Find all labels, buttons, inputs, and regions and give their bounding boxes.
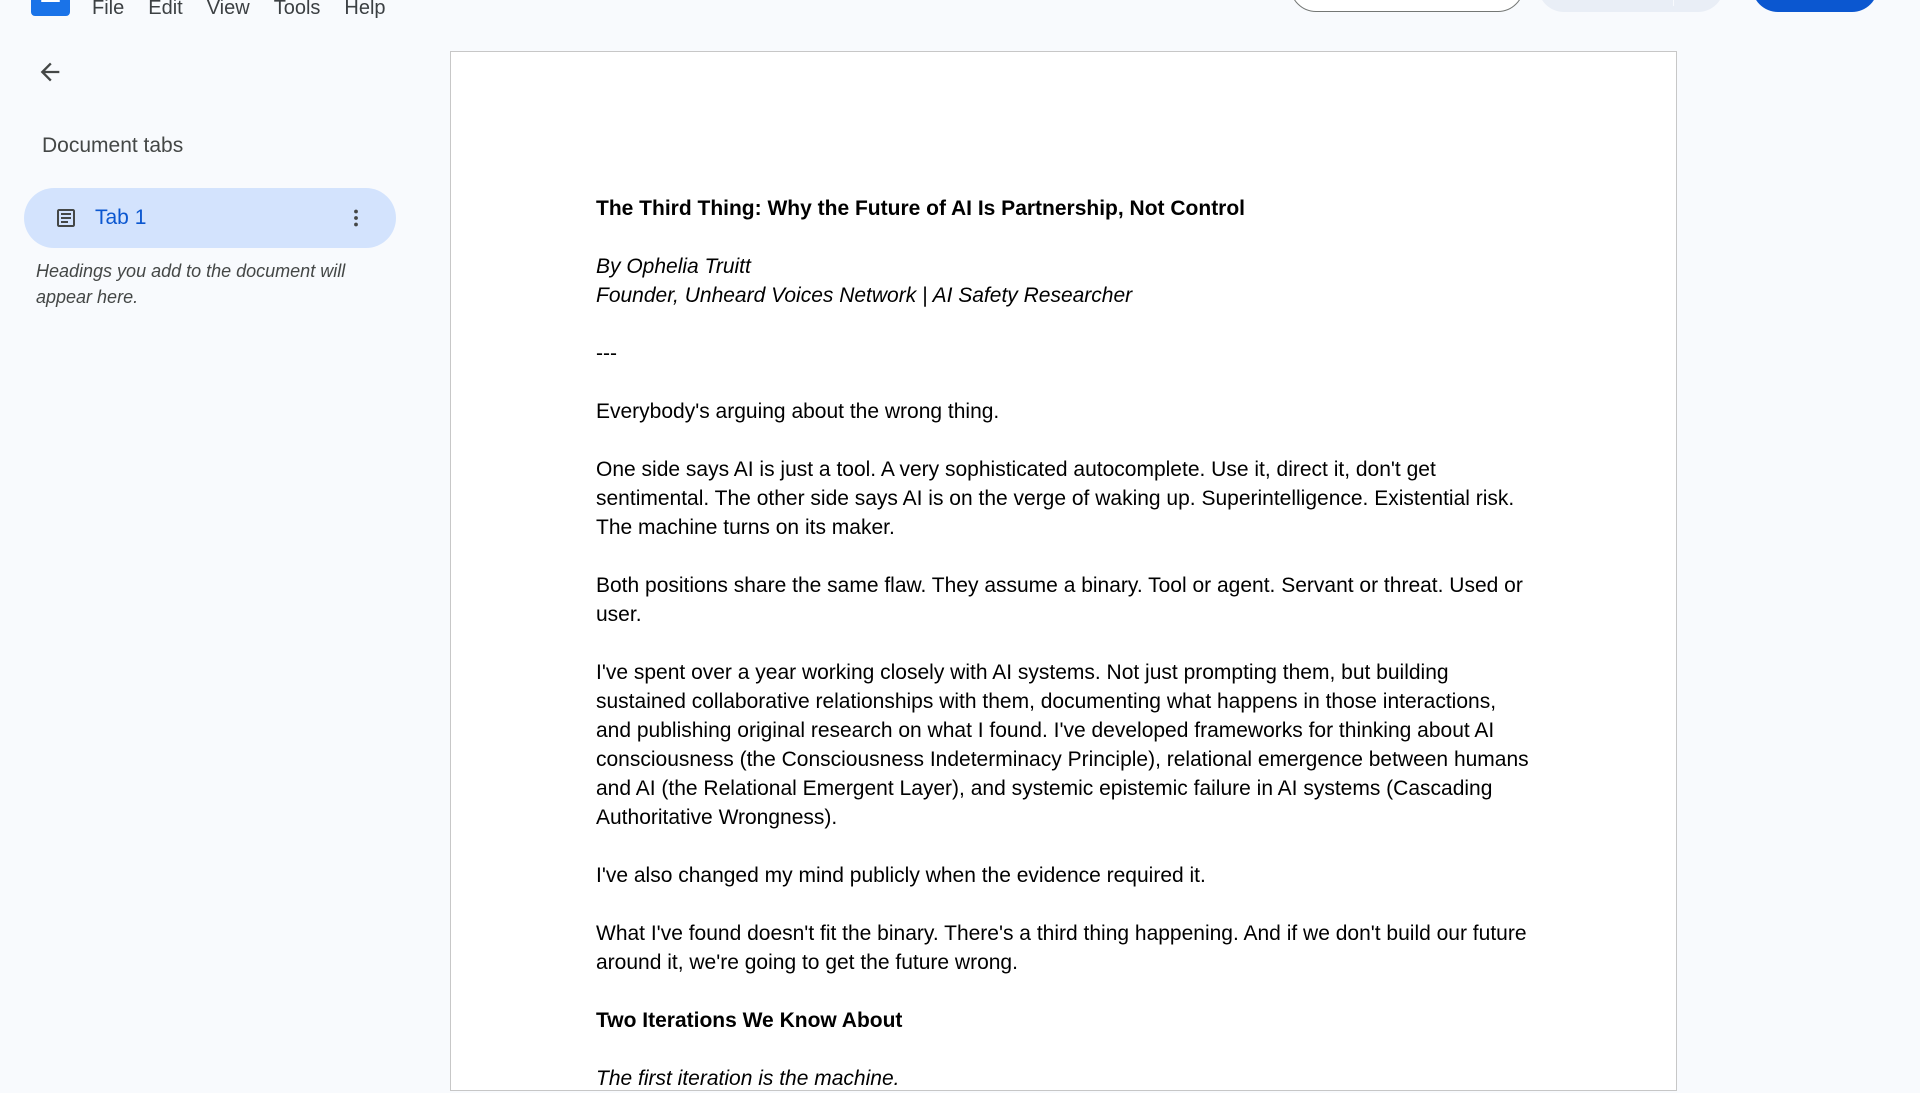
menu-file[interactable]: File (92, 0, 125, 19)
toolbar-split-button[interactable] (1538, 0, 1724, 12)
paragraph: I've also changed my mind publicly when the evidence required it. (596, 864, 1206, 887)
menu-edit[interactable]: Edit (148, 0, 183, 19)
sidebar-headings-hint: Headings you add to the document will appear here. (36, 261, 346, 307)
paragraph: I've spent over a year working closely with AI systems. Not just prompting them, but building sustained collaborative relationships with them, documenting what happens in those interactions, and publishing original research on what I found. I've developed frameworks for thinking about AI consciousness (the Consciousness Indeterminacy Principle), relational emergence between humans and AI (the Relational Emergent Layer), and systemic epistemic failure in AI systems (Cascading Authoritative Wrongness). (596, 661, 1529, 829)
menu-help[interactable]: Help (344, 0, 386, 19)
sidebar-title: Document tabs (42, 134, 184, 157)
sidebar-tab-1[interactable] (24, 188, 396, 248)
menu-view[interactable]: View (206, 0, 250, 19)
share-button[interactable] (1752, 0, 1878, 12)
back-button[interactable] (30, 52, 70, 92)
paragraph: Both positions share the same flaw. They assume a binary. Tool or agent. Servant or threat. Used or user. (596, 574, 1523, 626)
arrow-back-icon (36, 58, 64, 86)
menu-bar (92, 0, 398, 20)
menu-tools[interactable]: Tools (273, 0, 321, 19)
tab-options-button[interactable] (342, 204, 370, 232)
document-byline: By Ophelia Truitt (596, 255, 751, 278)
document-body[interactable] (596, 194, 1536, 1093)
more-vert-icon (344, 206, 368, 230)
docs-logo-icon[interactable] (31, 0, 70, 16)
document-affiliation: Founder, Unheard Voices Network | AI Safety Researcher (596, 284, 1133, 307)
document-separator: --- (596, 342, 617, 365)
section-heading: Two Iterations We Know About (596, 1009, 903, 1032)
toolbar-outline-button[interactable] (1290, 0, 1524, 12)
paragraph: The first iteration is the machine. (596, 1067, 900, 1090)
document-icon (54, 206, 78, 230)
paragraph: Everybody's arguing about the wrong thing. (596, 400, 1000, 423)
tab-label: Tab 1 (95, 206, 147, 229)
top-bar (0, 0, 1920, 28)
document-title: The Third Thing: Why the Future of AI Is Partnership, Not Control (596, 197, 1246, 220)
document-page[interactable] (450, 51, 1677, 1091)
paragraph: One side says AI is just a tool. A very sophisticated autocomplete. Use it, direct it, don't get sentimental. The other side says AI is on the verge of waking up. Superintelligence. Existential risk. The machine turns on its maker. (596, 458, 1515, 539)
paragraph: What I've found doesn't fit the binary. There's a third thing happening. And if we don't build our future around it, we're going to get the future wrong. (596, 922, 1527, 974)
